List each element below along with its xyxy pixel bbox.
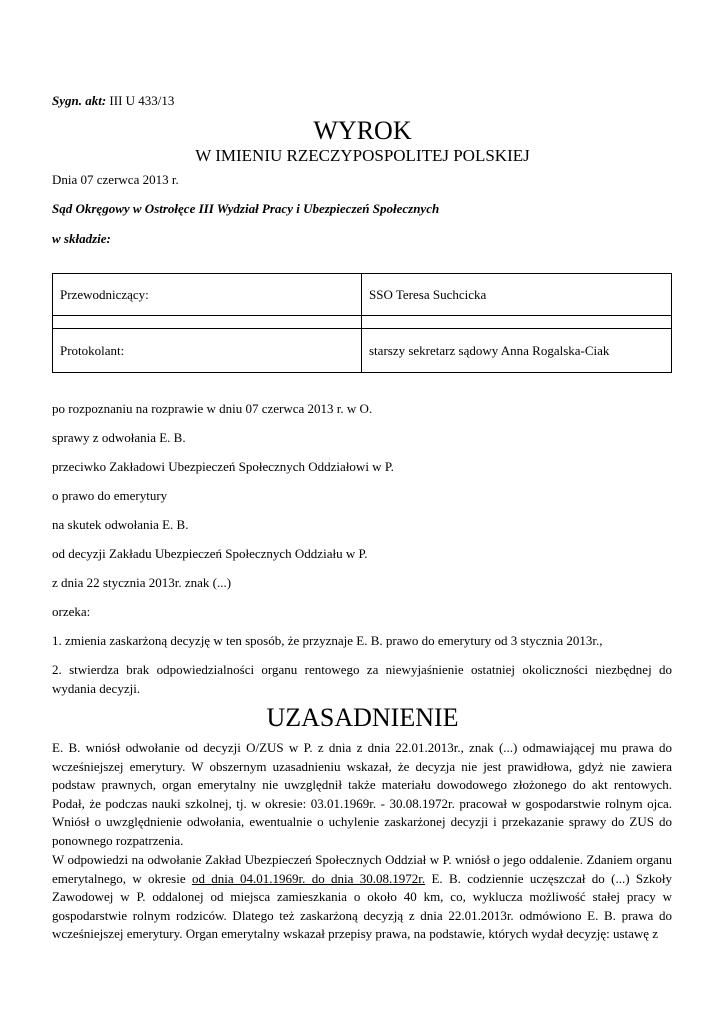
court-name: Sąd Okręgowy w Ostrołęce III Wydział Pracy i Ubezpieczeń Społecznych	[52, 201, 440, 216]
case-signature	[52, 93, 174, 109]
table-row	[53, 329, 672, 373]
underlined-period: od dnia 04.01.1969r. do dnia 30.08.1972r.	[191, 870, 426, 886]
ruling-item-2: 2. stwierdza brak odpowiedzialności organu rentowego za niewyjaśnienie ostatniej okoliczności niezbędnej do wydania decyzji.	[52, 662, 672, 696]
appeal-line: na skutek odwołania E. B.	[52, 517, 189, 532]
person-cell	[362, 316, 672, 329]
role-cell: Protokolant:	[53, 329, 362, 373]
judgment-subtitle: W IMIENIU RZECZYPOSPOLITEJ POLSKIEJ	[195, 146, 530, 165]
case-line: sprawy z odwołania E. B.	[52, 430, 186, 445]
ruling-item-1: 1. zmienia zaskarżoną decyzję w ten sposób, że przyznaje E. B. prawo do emerytury od 3 stycznia 2013r.,	[52, 633, 603, 648]
case-signature-label: Sygn. akt:	[52, 93, 107, 108]
case-signature-value: III U 433/13	[109, 93, 175, 108]
role-cell: Przewodniczący:	[53, 274, 362, 316]
judgment-title: WYROK	[313, 116, 412, 145]
justification-paragraph-1: E. B. wniósł odwołanie od decyzji O/ZUS w P. z dnia z dnia 22.01.2013r., znak (...) odmawiającej mu prawa do wcześniejszej emerytury. W obszernym uzasadnieniu wskazał, że decyzja nie jest prawidłowa, gdyż nie zawiera podstaw prawnych, organ emerytalny nie uwzględnił także materiału dowodowego złożonego do akt rentowych. Podał, że podczas nauki szkolnej, tj. w okresie: 03.01.1969r. - 30.08.1972r. pracował w gospodarstwie rolnym ojca. Wniósł o uwzględnienie odwołania, ewentualnie o uchylenie zaskarżonej decyzji i przekazanie sprawy do ZUS do ponownego rozpatrzenia.	[52, 740, 672, 848]
justification-paragraph-2	[52, 851, 672, 944]
decision-date-line: z dnia 22 stycznia 2013r. znak (...)	[52, 575, 232, 590]
decision-line: od decyzji Zakładu Ubezpieczeń Społecznych Oddziału w P.	[52, 546, 368, 561]
role-cell	[53, 316, 362, 329]
table-row	[53, 274, 672, 316]
person-cell: SSO Teresa Suchcicka	[362, 274, 672, 316]
composition-table	[52, 273, 672, 373]
subject-line: o prawo do emerytury	[52, 488, 168, 503]
hearing-line: po rozpoznaniu na rozprawie w dniu 07 czerwca 2013 r. w O.	[52, 401, 373, 416]
table-row	[53, 316, 672, 329]
judgment-date: Dnia 07 czerwca 2013 r.	[52, 172, 179, 187]
paragraph-text: W odpowiedzi na odwołanie Zakład Ubezpieczeń Społecznych Oddział w P. wniósł o jego oddalenie. Zdaniem organu emerytalnego, w okresie	[52, 852, 672, 886]
defendant-line: przeciwko Zakładowi Ubezpieczeń Społecznych Oddziałowi w P.	[52, 459, 394, 474]
justification-heading: UZASADNIENIE	[266, 703, 459, 732]
paragraph-text: E. B. codziennie uczęszczał do (...) Szkoły Zawodowej w P. oddalonej od miejsca zamieszkania o około 40 km, co, wyklucza możliwość stałej pracy w gospodarstwie rolnym rodziców. Dlatego też zaskarżoną decyzją z dnia 22.01.2013r. odmówiono E. B. prawa do wcześniejszej emerytury. Organ emerytalny wskazał przepisy prawa, na podstawie, których wydał decyzję: ustawę z	[52, 870, 672, 942]
person-cell: starszy sekretarz sądowy Anna Rogalska-Ciak	[362, 329, 672, 373]
composition-label: w składzie:	[52, 231, 111, 246]
ruling-label: orzeka:	[52, 604, 91, 619]
